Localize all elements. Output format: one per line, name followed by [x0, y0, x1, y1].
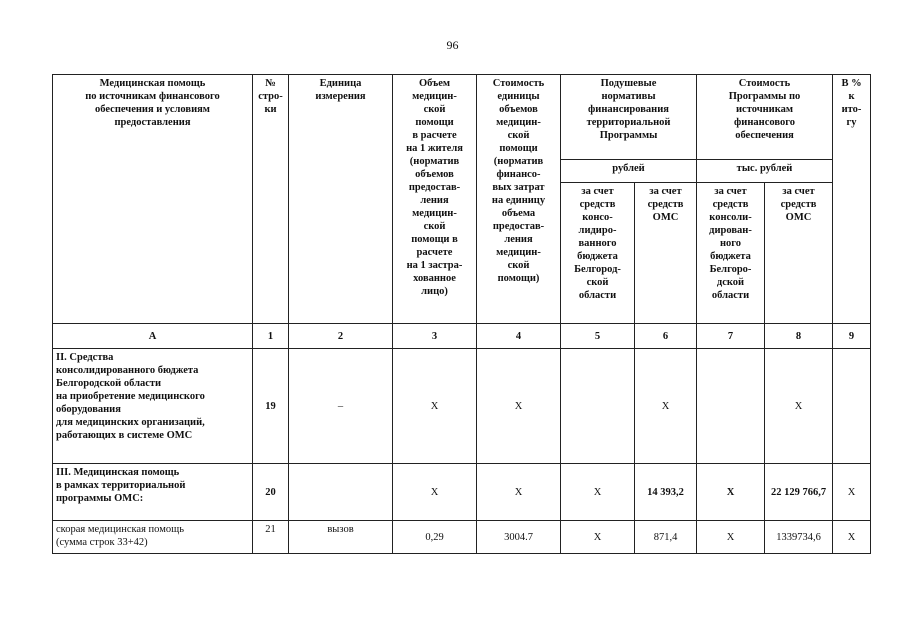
row-oms-cost: 1339734,6: [765, 521, 833, 554]
header-volume: Объем медицин- ской помощи в расчете на 1 жителя (норматив объемов предостав- ления медицин- ской помощи в расчете на 1 застра- хованное лицо): [393, 75, 477, 324]
row-budget-per-capita: [561, 349, 635, 464]
row-oms-cost: 22 129 766,7: [765, 464, 833, 521]
row-unit-cost: 3004.7: [477, 521, 561, 554]
page-number: 96: [446, 38, 459, 52]
header-unit-rubles: рублей: [561, 160, 697, 183]
table-row: [53, 521, 871, 554]
row-budget-cost: X: [697, 464, 765, 521]
index-cell: 1: [253, 324, 289, 349]
index-cell: 8: [765, 324, 833, 349]
header-unit: Единица измерения: [289, 75, 393, 324]
row-name: скорая медицинская помощь (сумма строк 33+42): [53, 521, 253, 554]
header-unit-cost: Стоимость единицы объемов медицин- ской помощи (норматив финансо- вых затрат на единицу объема предостав- ления медицин- ской помощи): [477, 75, 561, 324]
index-cell: 9: [833, 324, 871, 349]
row-oms-per-capita: X: [635, 349, 697, 464]
header-program-cost-group: Стоимость Программы по источникам финансового обеспечения: [697, 75, 833, 160]
row-budget-cost: X: [697, 521, 765, 554]
header-medical-care: Медицинская помощь по источникам финансового обеспечения и условиям предоставления: [53, 75, 253, 324]
row-volume: X: [393, 464, 477, 521]
row-name: II. Средства консолидированного бюджета Белгородской области на приобретение медицинского оборудования для медицинских организаций, работающих в системе ОМС: [53, 349, 253, 464]
header-budget-per-capita: за счет средств консо- лидиро- ванного бюджета Белгород- ской области: [561, 183, 635, 324]
index-cell: 2: [289, 324, 393, 349]
row-unit-cost: X: [477, 464, 561, 521]
financing-table: [52, 74, 871, 554]
row-name: III. Медицинская помощь в рамках территориальной программы ОМС:: [53, 464, 253, 521]
header-budget-cost: за счет средств консоли- дирован- ного бюджета Белгоро- дской области: [697, 183, 765, 324]
row-line-number: 20: [253, 464, 289, 521]
row-percent: [833, 349, 871, 464]
index-cell: А: [53, 324, 253, 349]
row-budget-per-capita: X: [561, 521, 635, 554]
header-per-capita-group: Подушевые нормативы финансирования территориальной Программы: [561, 75, 697, 160]
index-cell: 5: [561, 324, 635, 349]
index-cell: 7: [697, 324, 765, 349]
row-line-number: 21: [253, 521, 289, 554]
header-line-number: № стро- ки: [253, 75, 289, 324]
header-oms-cost: за счет средств ОМС: [765, 183, 833, 324]
row-unit-cost: X: [477, 349, 561, 464]
index-cell: 3: [393, 324, 477, 349]
row-volume: X: [393, 349, 477, 464]
header-oms-per-capita: за счет средств ОМС: [635, 183, 697, 324]
row-budget-per-capita: X: [561, 464, 635, 521]
row-oms-per-capita: 871,4: [635, 521, 697, 554]
header-percent-total: В % к ито- гу: [833, 75, 871, 324]
row-unit: –: [289, 349, 393, 464]
table-row: [53, 464, 871, 521]
row-line-number: 19: [253, 349, 289, 464]
row-unit: вызов: [289, 521, 393, 554]
table-row: [53, 349, 871, 464]
index-cell: 4: [477, 324, 561, 349]
header-unit-thousand-rubles: тыс. рублей: [697, 160, 833, 183]
row-volume: 0,29: [393, 521, 477, 554]
column-index-row: [53, 324, 871, 349]
row-oms-per-capita: 14 393,2: [635, 464, 697, 521]
row-percent: X: [833, 464, 871, 521]
index-cell: 6: [635, 324, 697, 349]
row-unit: [289, 464, 393, 521]
row-oms-cost: X: [765, 349, 833, 464]
row-budget-cost: [697, 349, 765, 464]
row-percent: X: [833, 521, 871, 554]
